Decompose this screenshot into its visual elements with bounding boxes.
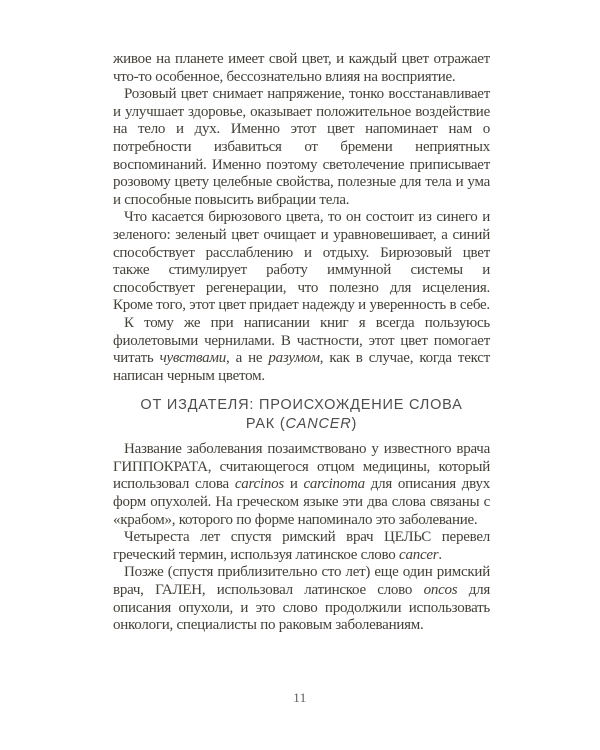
paragraph	[113, 315, 490, 385]
text-segment: , а не	[225, 350, 269, 367]
text-segment: )	[351, 416, 358, 433]
paragraph	[113, 529, 490, 564]
text-segment: .	[438, 546, 442, 563]
text-segment: для описания двух форм опухолей. На греческом языке эти два слова связаны с «крабом», которого по форме напоминало это заболевание.	[113, 476, 490, 528]
text-segment: и	[283, 476, 304, 493]
paragraph	[113, 51, 490, 86]
text-segment: carcinoma	[303, 476, 365, 493]
paragraph	[113, 209, 490, 315]
page-number: 11	[293, 690, 307, 705]
text-segment: Что касается бирюзового цвета, то он состоит из синего и зеленого: зеленый цвет очищает и уравновешивает, а синий способствует расслаблению и отдыху. Бирюзовый цвет также стимулирует работу иммунной системы и способствует регенерации, что полезно для исцеления. Кроме того, этот цвет придает надежду и уверенность в себе.	[113, 209, 490, 314]
section-heading	[113, 396, 490, 434]
text-segment: CANCER	[285, 416, 352, 433]
text-segment: К тому же при написании книг я всегда пользуюсь фиолетовыми чернилами. В частности, этот цвет помогает читать	[113, 314, 490, 367]
text-segment: , как в случае, когда текст написан черным цветом.	[113, 350, 490, 384]
text-segment: cancer	[399, 546, 439, 563]
paragraph	[113, 441, 490, 529]
text-segment: oncos	[423, 582, 458, 599]
text-segment: для описания опухоли, и это слово продолжили использовать онкологи, специалисты по раковым заболеваниям.	[113, 582, 490, 634]
text-segment: Розовый цвет снимает напряжение, тонко восстанавливает и улучшает здоровье, оказывает положительное воздействие на тело и дух. Именно этот цвет напоминает нам о потребности избавиться от бремени неприятных воспоминаний. Именно поэтому светолечение приписывает розовому цвету целебные свойства, полезные для тела и ума и способные повысить вибрации тела.	[113, 86, 490, 208]
text-segment: Четыреста лет спустя римский врач ЦЕЛЬС перевел греческий термин, используя латинское слово	[113, 529, 490, 563]
text-segment: Позже (спустя приблизительно сто лет) еще один римский врач, ГАЛЕН, использовал латинское слово	[113, 564, 490, 599]
text-segment: РАК (	[245, 416, 286, 433]
paragraph	[113, 86, 490, 209]
text-segment: Название заболевания позаимствовано у известного врача ГИППОКРАТА, считающегося отцом медицины, который использовал слова	[113, 441, 490, 493]
text-segment: ОТ ИЗДАТЕЛЯ: ПРОИСХОЖДЕНИЕ СЛОВА	[140, 397, 463, 414]
text-segment: живое на планете имеет свой цвет, и каждый цвет отражает что-то особенное, бессознательно влияя на восприятие.	[113, 51, 490, 85]
paragraph	[113, 564, 490, 634]
text-segment: carcinos	[234, 476, 284, 493]
page-text-column	[113, 51, 490, 635]
text-segment: чувствами	[159, 350, 226, 367]
text-segment: разумом	[268, 350, 320, 367]
